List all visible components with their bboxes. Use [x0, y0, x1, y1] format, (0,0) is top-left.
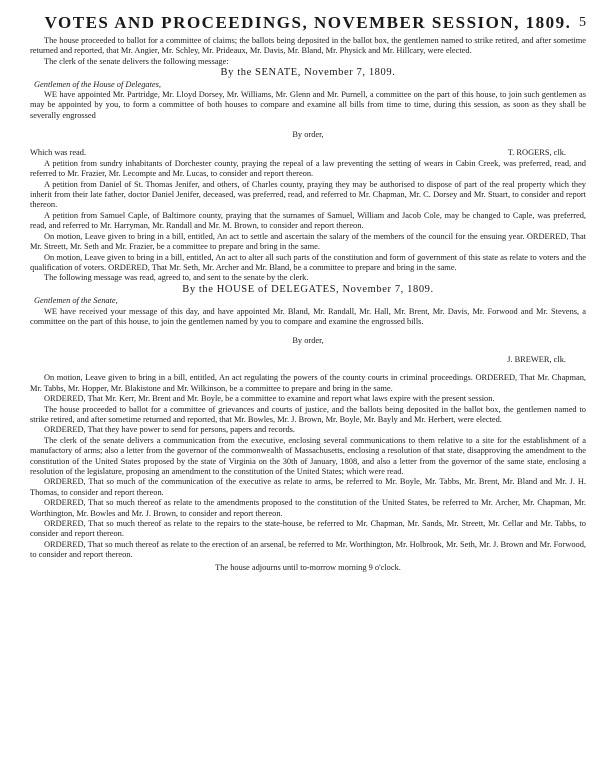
paragraph-constitution-voters: On motion, Leave given to bring in a bill, entitled, An act to alter all such parts of the constitution and form of government of this state as relate to voters and the qualification of voters. ORDERED, That Mr. Seth, Mr. Archer and Mr. Bland, be a committee to prepare and bring in the same. [30, 252, 586, 272]
signature-row-senate [30, 148, 586, 158]
paragraph-arms-referral: ORDERED, That so much of the communication of the executive as relate to arms, be referred to Mr. Boyle, Mr. Tabbs, Mr. Brent, Mr. Bland and Mr. J. H. Thomas, to consider and report thereon. [30, 477, 586, 497]
by-order-house: By order, [292, 335, 324, 345]
paragraph-senate-message: WE have appointed Mr. Partridge, Mr. Lloyd Dorsey, Mr. Williams, Mr. Glenn and Mr. Purnell, a committee on the part of this house, to join such gentlemen as may be appointed by you, to form a committee of both houses to compare and examine all bills from time to time, during this session, as soon as they shall be severally engrossed [30, 90, 586, 120]
paragraph-executive-communication: The clerk of the senate delivers a communication from the executive, enclosing several communications to them relative to a site for the establishment of a manufactory of arms; also a letter from the governor of the commonwealth of Massachusetts, enclosing a resolution of that state, disapproving the amendment to the constitution of the United States proposed by the state of Virginia on the 30th of January, 1808, and also a letter from the governor of the same state, enclosing a resolution of the legislature, proposing an amendment to the constitution of the United States; which were read. [30, 435, 586, 476]
paragraph-criminal-proceedings: On motion, Leave given to bring in a bill, entitled, An act regulating the powers of the county courts in criminal proceedings. ORDERED, That Mr. Chapman, Mr. Tabbs, Mr. Hopper, Mr. Blakistone and Mr. Wilkinson, be a committee to prepare and bring in the same. [30, 373, 586, 393]
paragraph-expiring-laws: ORDERED, That Mr. Kerr, Mr. Brent and Mr. Boyle, be a committee to examine and report what laws expire with the present session. [44, 394, 495, 404]
paragraph-arsenal-referral: ORDERED, That so much thereof as relate to the erection of an arsenal, be referred to Mr. Worthington, Mr. Holbrook, Mr. Seth, Mr. J. Brown and Mr. Forwood, to consider and report thereon. [30, 539, 586, 560]
page-title: VOTES AND PROCEEDINGS, NOVEMBER SESSION, 1809. [44, 13, 572, 32]
salutation-senate: Gentlemen of the Senate, [34, 296, 118, 306]
signature-rogers: T. ROGERS, clk. [507, 148, 566, 158]
paragraph-state-house-referral: ORDERED, That so much thereof as relate to the repairs to the state-house, be referred to Mr. Chapman, Mr. Sands, Mr. Streett, Mr. Cellar and Mr. Tabbs, to consider and report thereon. [30, 519, 586, 539]
page-number: 5 [579, 15, 586, 30]
paragraph-power-to-send: ORDERED, That they have power to send for persons, papers and records. [44, 425, 296, 435]
paragraph-council-salary: On motion, Leave given to bring in a bill, entitled, An act to settle and ascertain the salary of the members of the council for the ensuing year. ORDERED, That Mr. Streett, Mr. Seth and Mr. Frazier, be a committee to prepare and bring in the same. [30, 231, 586, 252]
signature-brewer: J. BREWER, clk. [507, 354, 566, 364]
document-body [30, 36, 586, 573]
page-header [30, 10, 586, 36]
paragraph-petition-caple: A petition from Samuel Caple, of Baltimore county, praying that the surnames of Samuel, William and Jacob Cole, may be changed to Caple, was preferred, read, and referred to Mr. Harryman, Mr. Randall and Mr. M. Brown, to consider and report thereon. [30, 210, 586, 231]
salutation-house: Gentlemen of the House of Delegates, [34, 79, 161, 89]
paragraph-petition-dorchester: A petition from sundry inhabitants of Dorchester county, praying the repeal of a law preventing the setting of wears in Cabin Creek, was preferred, read, and referred to Mr. Frazier, Mr. Lecompte and Mr. Lucas, to consider and report thereon. [30, 158, 586, 179]
paragraph-petition-jenifer: A petition from Daniel of St. Thomas Jenifer, and others, of Charles county, praying they may be authorised to dispose of part of the real property which they inherit from their late father, doctor Daniel Jenifer, deceased, was preferred, read, and referred to Mr. Chapman, Mr. C. Dorsey and Mr. Stuart, to consider and report thereon. [30, 179, 586, 210]
paragraph-which-was-read: Which was read. [30, 148, 87, 158]
senate-message-heading: By the SENATE, November 7, 1809. [220, 67, 396, 79]
by-order-senate: By order, [292, 129, 324, 139]
paragraph-amendments-referral: ORDERED, That so much thereof as relate to the amendments proposed to the constitution of the United States, be referred to Mr. Archer, Mr. Chapman, Mr. Worthington, Mr. Bowles and Mr. J. Brown, to consider and report thereon. [30, 498, 586, 518]
paragraph-message-read: The following message was read, agreed to, and sent to the senate by the clerk. [44, 273, 309, 283]
paragraph-senate-message-intro: The clerk of the senate delivers the following message: [44, 56, 229, 66]
paragraph-grievances-ballot: The house proceeded to ballot for a committee of grievances and courts of justice, and the ballots being deposited in the ballot box, the gentlemen named to strike retired, and after sometime returned and reported, that Mr. Bowles, Mr. J. Brown, Mr. Boyle, Mr. Bayly and Mr. Herbert, were elected. [30, 404, 586, 424]
house-message-heading: By the HOUSE of DELEGATES, November 7, 1809. [182, 283, 434, 295]
paragraph-adjournment: The house adjourns until to-morrow morning 9 o'clock. [215, 562, 401, 572]
paragraph-house-message: WE have received your message of this day, and have appointed Mr. Bland, Mr. Randall, Mr. Hall, Mr. Brent, Mr. Davis, Mr. Forwood and Mr. Stevens, a committee on the part of this house, to join the gentlemen named by you to compare and examine the engrossed bills. [30, 306, 586, 326]
paragraph-claims-ballot: The house proceeded to ballot for a committee of claims; the ballots being deposited in the ballot box, the gentlemen named to strike retired, and after sometime returned and reported, that Mr. Angier, Mr. Schley, Mr. Prideaux, Mr. Davis, Mr. Bland, Mr. Physick and Mr. Hillcary, were elected. [30, 36, 586, 56]
